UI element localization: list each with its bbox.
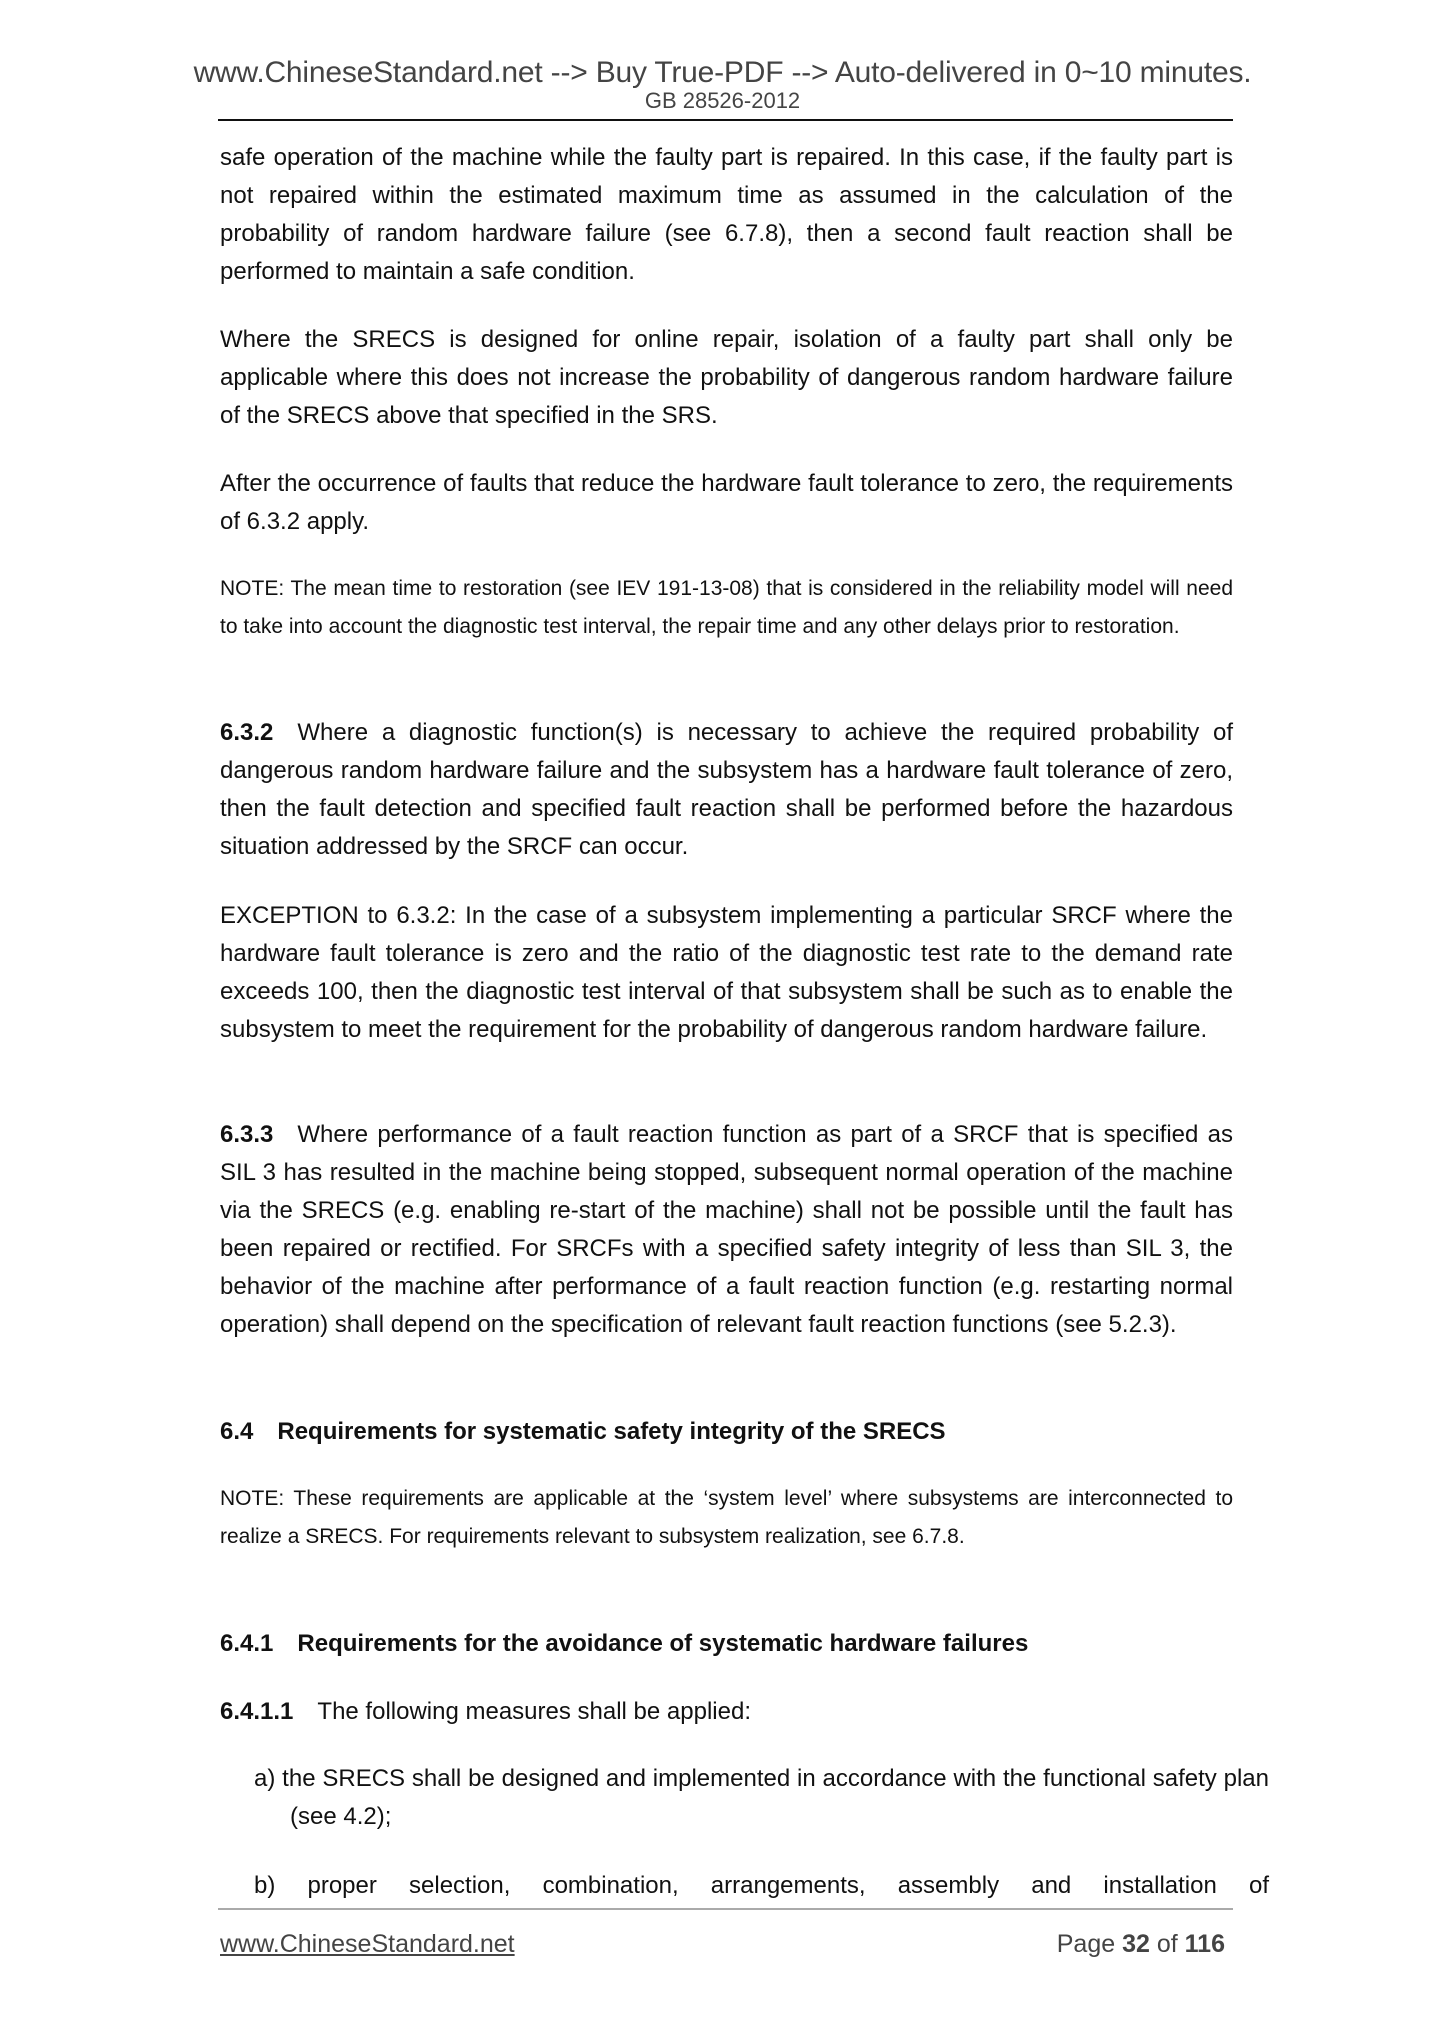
clause-text: Where a diagnostic function(s) is necessary to achieve the required probability of dangerous random hardware failure and the subsystem has a hardware fault tolerance of zero, then the fault detection and specified fault reaction shall be performed before the hazardous situation addressed by the SRCF can occur. [220,719,1233,860]
paragraph: Where the SRECS is designed for online repair, isolation of a faulty part shall only be applicable where this does not increase the probability of dangerous random hardware failure of the SRECS above that specified in the SRS. [220,326,1233,429]
clause-text: The following measures shall be applied: [317,1698,751,1725]
page-number: 32 [1122,1930,1150,1958]
footer-site-link[interactable]: www.ChineseStandard.net [220,1930,515,1958]
of-label: of [1156,1930,1178,1958]
document-id: GB 28526-2012 [644,88,801,113]
header-divider [218,119,1233,121]
clause-text: Where performance of a fault reaction function as part of a SRCF that is specified as SIL 3 has resulted in the machine being stopped, subsequent normal operation of the machine via the SRECS (e.g. enabling re-start of the machine) shall not be possible until the fault has been repaired or rectified. For SRCFs with a specified safety integrity of less than SIL 3, the behavior of the machine after performance of a fault reaction function (e.g. restarting normal operation) shall depend on the specification of relevant fault reaction functions (see 5.2.3). [220,1121,1233,1338]
list-item-a: a) the SRECS shall be designed and implemented in accordance with the functional safety plan (see 4.2); [254,1765,1269,1830]
section-title: Requirements for systematic safety integrity of the SRECS [277,1418,946,1445]
clause-6-3-3 [220,1116,1233,1344]
list-item-b: b) proper selection, combination, arrangements, assembly and installation of [254,1872,1269,1899]
section-number: 6.4.1 [220,1630,274,1657]
total-pages: 116 [1184,1930,1225,1958]
clause-6-4-1-1 [220,1693,1233,1731]
exception-paragraph: EXCEPTION to 6.3.2: In the case of a subsystem implementing a particular SRCF where the hardware fault tolerance is zero and the ratio of the diagnostic test rate to the demand rate exceeds 100, then the diagnostic test interval of that subsystem shall be such as to enable the subsystem to meet the requirement for the probability of dangerous random hardware failure. [220,902,1233,1043]
section-heading-6-4-1 [220,1625,1233,1663]
banner: www.ChineseStandard.net --> Buy True-PDF --> Auto-delivered in 0~10 minutes. [193,56,1252,89]
clause-number: 6.3.3 [220,1121,274,1148]
clause-number: 6.4.1.1 [220,1698,294,1725]
clause-6-3-2 [220,714,1233,866]
page-indicator [1057,1930,1225,1959]
paragraph: After the occurrence of faults that reduce the hardware fault tolerance to zero, the requirements of 6.3.2 apply. [220,470,1233,535]
page-label: Page [1056,1930,1116,1958]
section-heading-6-4 [220,1413,1233,1451]
footer-divider [218,1908,1233,1910]
clause-number: 6.3.2 [220,719,274,746]
note: NOTE: These requirements are applicable at the ‘system level’ where subsystems are interconnected to realize a SRECS. For requirements relevant to subsystem realization, see 6.7.8. [220,1487,1233,1548]
section-title: Requirements for the avoidance of systematic hardware failures [297,1630,1029,1657]
section-number: 6.4 [220,1418,254,1445]
paragraph: safe operation of the machine while the faulty part is repaired. In this case, if the faulty part is not repaired within the estimated maximum time as assumed in the calculation of the probability of random hardware failure (see 6.7.8), then a second fault reaction shall be performed to maintain a safe condition. [220,144,1233,285]
note: NOTE: The mean time to restoration (see IEV 191-13-08) that is considered in the reliability model will need to take into account the diagnostic test interval, the repair time and any other delays prior to restoration. [220,577,1233,638]
